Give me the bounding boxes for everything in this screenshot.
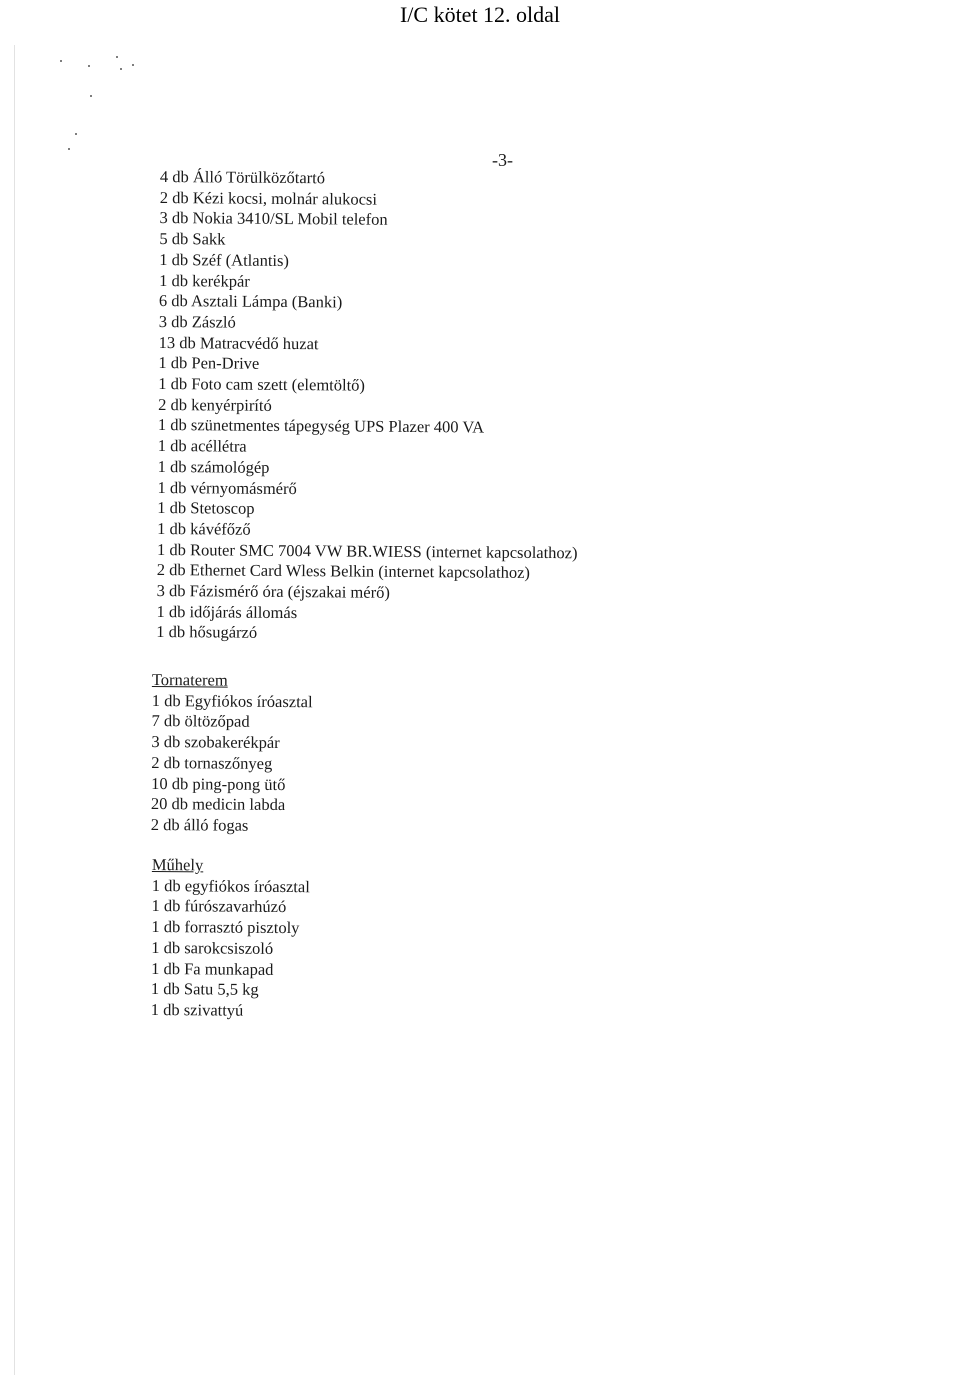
list-item: 13 db Matracvédő huzat (158, 332, 319, 353)
list-item: 3 db Zászló (158, 311, 236, 332)
list-item: 2 db Kézi kocsi, molnár alukocsi (159, 187, 378, 209)
scan-speck (60, 60, 62, 62)
list-item: 3 db Nokia 3410/SL Mobil telefon (159, 208, 388, 230)
list-item: 3 db Fázismérő óra (éjszakai mérő) (156, 581, 390, 602)
scan-margin-line (14, 45, 15, 1375)
list-item: 1 db Satu 5,5 kg (150, 979, 259, 1000)
list-item: 6 db Asztali Lámpa (Banki) (158, 291, 343, 312)
list-item: 1 db szivattyú (150, 999, 244, 1020)
list-item: 1 db egyfiókos íróasztal (151, 875, 310, 896)
list-item: 20 db medicin labda (150, 794, 286, 815)
list-item: 5 db Sakk (159, 229, 226, 249)
list-item: 2 db kenyérpirító (158, 394, 272, 415)
list-item: 2 db tornaszőnyeg (151, 752, 273, 773)
list-item: 1 db Egyfiókos íróasztal (151, 690, 313, 711)
list-item: 1 db forrasztó pisztoly (151, 917, 300, 938)
list-item: 1 db Stetoscop (157, 498, 255, 519)
list-item: 1 db Széf (Atlantis) (159, 249, 290, 270)
list-item: 1 db számológép (157, 456, 270, 477)
list-item: 1 db kávéfőző (157, 518, 251, 539)
section-muhely (151, 855, 310, 1022)
list-item: 1 db Pen-Drive (158, 353, 260, 374)
scan-speck (90, 95, 92, 97)
list-item: 2 db álló fogas (150, 814, 249, 835)
list-item: 3 db szobakerékpár (151, 732, 280, 753)
scan-speck (132, 64, 134, 66)
list-item: 1 db szünetmentes tápegység UPS Plazer 400 VA (157, 415, 485, 437)
list-item: 4 db Álló Törülközőtartó (159, 167, 326, 188)
section-title-muhely: Műhely (151, 855, 204, 875)
list-item: 1 db vérnyomásmérő (157, 477, 297, 498)
scan-speck (116, 56, 118, 58)
list-item: 10 db ping-pong ütő (151, 773, 286, 794)
list-item: 1 db Fa munkapad (151, 958, 274, 979)
list-item: 7 db öltözőpad (151, 711, 250, 732)
list-item: 1 db Foto cam szett (elemtöltő) (158, 374, 366, 395)
section-title-tornaterem: Tornaterem (151, 670, 228, 690)
list-item: 1 db időjárás állomás (156, 601, 298, 622)
scan-speck (120, 68, 122, 70)
header-title: I/C kötet 12. oldal (399, 2, 561, 27)
scan-speck (68, 148, 70, 150)
inventory-list (156, 167, 580, 646)
list-item: 1 db sarokcsiszoló (151, 937, 274, 958)
list-item: 2 db Ethernet Card Wless Belkin (internet kapcsolathoz) (156, 560, 531, 583)
section-tornaterem (151, 670, 313, 837)
page-number: -3- (492, 150, 513, 170)
scan-speck (75, 133, 77, 135)
list-item: 1 db Router SMC 7004 VW BR.WIESS (internet kapcsolathoz) (156, 539, 578, 562)
list-item: 1 db kerékpár (159, 270, 250, 291)
list-item: 1 db acéllétra (157, 436, 247, 456)
list-item: 1 db fúrószavarhúzó (151, 896, 287, 917)
scan-speck (88, 65, 90, 67)
list-item: 1 db hősugárzó (156, 622, 258, 643)
